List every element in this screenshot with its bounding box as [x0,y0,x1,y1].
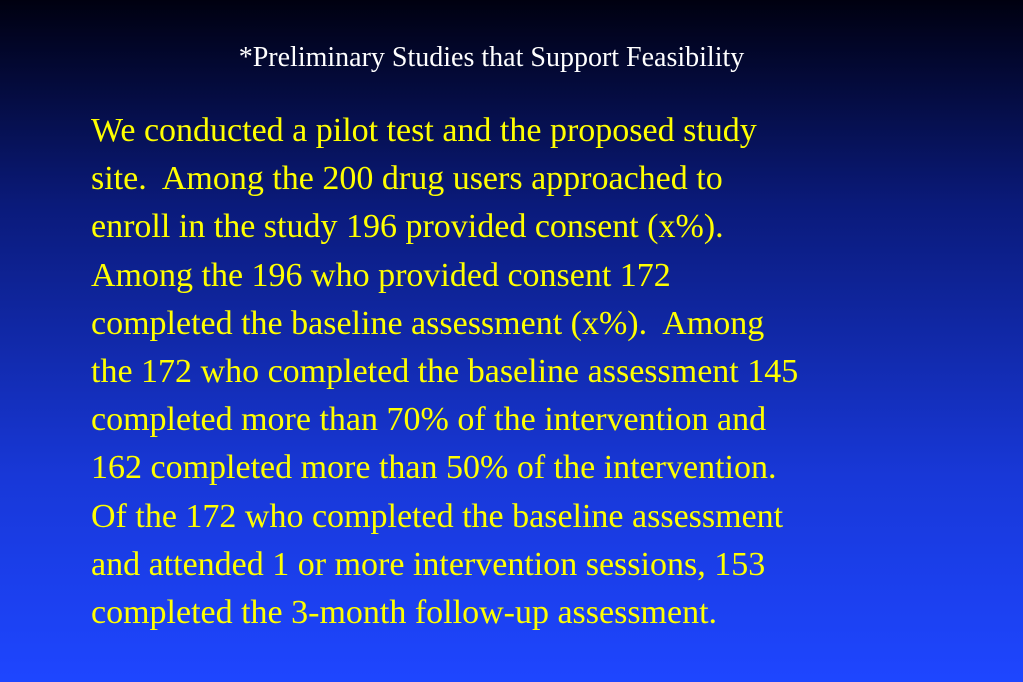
body-line: enroll in the study 196 provided consent (x%). [91,208,724,246]
body-line: We conducted a pilot test and the proposed study [91,112,757,149]
body-line: 162 completed more than 50% of the intervention. [91,449,777,487]
body-line: completed more than 70% of the intervention and [91,401,767,439]
body-line: site. Among the 200 drug users approached to [91,160,723,198]
body-line: completed the baseline assessment (x%). Among [91,304,765,342]
slide-title: *Preliminary Studies that Support Feasibility [238,42,745,73]
body-line: Of the 172 who completed the baseline assessment [91,497,784,535]
slide-body-text [91,107,981,637]
body-line: completed the 3-month follow-up assessment. [91,594,718,632]
body-line: Among the 196 who provided consent 172 [91,256,671,294]
body-line: and attended 1 or more intervention sessions, 153 [91,545,766,583]
body-line: the 172 who completed the baseline assessment 145 [91,353,799,391]
